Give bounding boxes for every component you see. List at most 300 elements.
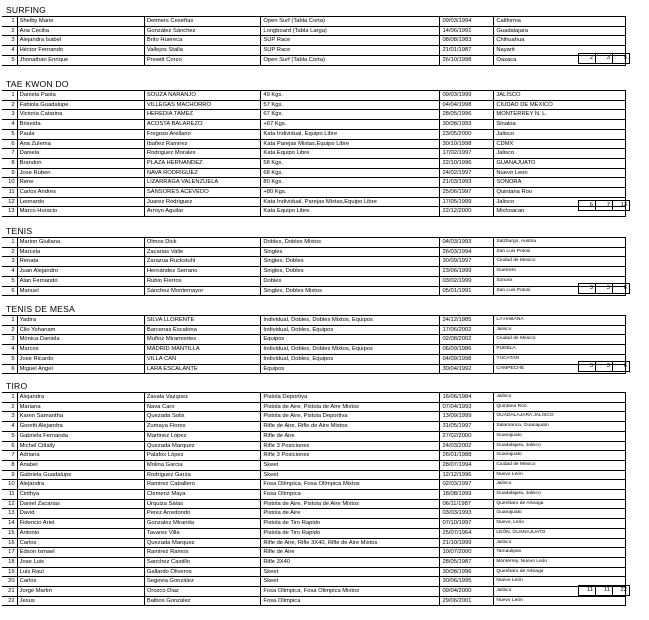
first-name-cell: Jhonathan Enrique: [17, 55, 144, 65]
last-name-cell: Tavarez Villa: [144, 528, 261, 538]
last-name-cell: Fregoso Arellano: [144, 129, 261, 139]
table-row: [2, 188, 626, 198]
event-cell: Dobles, Dobles Mixtos: [261, 238, 440, 248]
last-name-cell: Brito Huereca: [144, 36, 261, 46]
event-cell: +80 Kgs.: [261, 188, 440, 198]
table-row: [2, 451, 626, 461]
row-number-cell: 11: [2, 188, 17, 198]
event-cell: Rifle de Aire: [261, 431, 440, 441]
first-name-cell: David: [17, 509, 144, 519]
totals-row: [579, 362, 630, 372]
last-name-cell: LIZARRAGA VALENZUELA: [144, 178, 261, 188]
row-number-cell: 5: [2, 354, 17, 364]
totals-box: [578, 361, 630, 372]
birth-date-cell: 17/02/1997: [440, 149, 494, 159]
row-number-cell: 6: [2, 286, 17, 296]
birth-date-cell: 24/02/1997: [440, 168, 494, 178]
birth-date-cell: 28/07/1994: [440, 460, 494, 470]
row-number-cell: 5: [2, 431, 17, 441]
athlete-table: [2, 16, 626, 66]
table-row: [2, 276, 626, 286]
first-name-cell: Karen Samantha: [17, 412, 144, 422]
birth-date-cell: 04/03/1993: [440, 238, 494, 248]
last-name-cell: Segovia González: [144, 577, 261, 587]
origin-cell: Querétaro de Arteaga: [494, 567, 626, 577]
row-number-cell: 2: [2, 325, 17, 335]
origin-cell: Michoacan: [494, 207, 626, 217]
origin-cell: Guadalajara, Jalisco: [494, 490, 626, 500]
total-athletes: 5: [613, 53, 630, 63]
birth-date-cell: 30/08/1993: [440, 120, 494, 130]
first-name-cell: Jorge Martin: [17, 587, 144, 597]
origin-cell: Guadalajara: [494, 26, 626, 36]
birth-date-cell: 09/03/1999: [440, 91, 494, 101]
origin-cell: LA HABANA: [494, 316, 626, 326]
event-cell: Dobles: [261, 276, 440, 286]
first-name-cell: Alejandra: [17, 480, 144, 490]
last-name-cell: Gallardo Oliveros: [144, 567, 261, 577]
event-cell: Kata Equipo Libre: [261, 149, 440, 159]
row-number-cell: 4: [2, 422, 17, 432]
total-women: 2: [579, 53, 596, 63]
row-number-cell: 10: [2, 178, 17, 188]
total-athletes: 22: [613, 586, 630, 596]
origin-cell: Sinaloa: [494, 120, 626, 130]
last-name-cell: NAVA RODRIGUEZ: [144, 168, 261, 178]
origin-cell: Ciudad de México: [494, 460, 626, 470]
first-name-cell: Fabiola Guadalupe: [17, 100, 144, 110]
row-number-cell: 4: [2, 46, 17, 56]
totals-row: [579, 201, 630, 211]
event-cell: Individual, Dobles, Dobles Mixtos, Equipos: [261, 316, 440, 326]
row-number-cell: 16: [2, 538, 17, 548]
row-number-cell: 13: [2, 509, 17, 519]
table-row: [2, 441, 626, 451]
birth-date-cell: 23/05/2000: [440, 129, 494, 139]
total-women: 3: [579, 284, 596, 294]
total-athletes: 6: [613, 362, 630, 372]
row-number-cell: 5: [2, 129, 17, 139]
row-number-cell: 20: [2, 577, 17, 587]
table-row: [2, 499, 626, 509]
table-row: [2, 316, 626, 326]
first-name-cell: Carlos: [17, 577, 144, 587]
first-name-cell: Juan Alejandro: [17, 267, 144, 277]
birth-date-cell: 24/12/1985: [440, 316, 494, 326]
birth-date-cell: 04/04/1998: [440, 100, 494, 110]
total-athletes: 6: [613, 284, 630, 294]
birth-date-cell: 08/08/1983: [440, 36, 494, 46]
origin-cell: Nayarit: [494, 46, 626, 56]
section-title: SURFING: [6, 5, 47, 15]
table-row: [2, 354, 626, 364]
birth-date-cell: 16/06/1984: [440, 393, 494, 403]
table-row: [2, 46, 626, 56]
total-women: 11: [579, 586, 596, 596]
event-cell: Kata Individual, Parejas Mixtas,Equipo Libre: [261, 197, 440, 207]
origin-cell: Jalisco: [494, 480, 626, 490]
birth-date-cell: 30/08/1996: [440, 567, 494, 577]
last-name-cell: Sánchez Montemayor: [144, 286, 261, 296]
table-row: [2, 393, 626, 403]
birth-date-cell: 09/03/1994: [440, 17, 494, 27]
origin-cell: Salamanca, Guanajuato: [494, 422, 626, 432]
origin-cell: Guanajuato: [494, 451, 626, 461]
row-number-cell: 9: [2, 470, 17, 480]
totals-box: [578, 283, 630, 294]
row-number-cell: 21: [2, 587, 17, 597]
last-name-cell: Perez Arredondo: [144, 509, 261, 519]
event-cell: Individual, Dobles, Equipos: [261, 354, 440, 364]
totals-row: [579, 284, 630, 294]
table-row: [2, 335, 626, 345]
first-name-cell: Edson Ismael: [17, 548, 144, 558]
origin-cell: MONTERREY N. L.: [494, 110, 626, 120]
origin-cell: Querétaro de Arteaga: [494, 499, 626, 509]
birth-date-cell: 04/09/1998: [440, 354, 494, 364]
event-cell: Kata Parejas Mixtas,Equipo Libre: [261, 139, 440, 149]
origin-cell: Nuevo Leon: [494, 168, 626, 178]
event-cell: Open Surf (Tabla Corta): [261, 55, 440, 65]
event-cell: Pistola de Aire: [261, 509, 440, 519]
first-name-cell: Luis Raul: [17, 567, 144, 577]
first-name-cell: Miguel Angel: [17, 364, 144, 374]
birth-date-cell: 23/06/1999: [440, 267, 494, 277]
table-row: [2, 548, 626, 558]
birth-date-cell: 29/06/2001: [440, 596, 494, 606]
origin-cell: Jalisco: [494, 197, 626, 207]
birth-date-cell: 30/10/1998: [440, 139, 494, 149]
event-cell: Rifle 3 Posiciones: [261, 451, 440, 461]
row-number-cell: 6: [2, 364, 17, 374]
row-number-cell: 13: [2, 207, 17, 217]
table-row: [2, 17, 626, 27]
row-number-cell: 6: [2, 139, 17, 149]
first-name-cell: Cinthya: [17, 490, 144, 500]
first-name-cell: Ana Zulema: [17, 139, 144, 149]
origin-cell: Salzburgo, Austria: [494, 238, 626, 248]
origin-cell: JALISCO: [494, 91, 626, 101]
last-name-cell: MADRID MANTILLA: [144, 345, 261, 355]
first-name-cell: Fidencio Ariel: [17, 519, 144, 529]
table-row: [2, 345, 626, 355]
birth-date-cell: 30/04/1992: [440, 364, 494, 374]
row-number-cell: 4: [2, 345, 17, 355]
origin-cell: CDMX: [494, 139, 626, 149]
origin-cell: Chihuahua: [494, 36, 626, 46]
event-cell: +67 Kgs.: [261, 120, 440, 130]
last-name-cell: PLAZA HERNANDEZ: [144, 158, 261, 168]
row-number-cell: 8: [2, 158, 17, 168]
table-row: [2, 528, 626, 538]
first-name-cell: Yadira: [17, 316, 144, 326]
table-row: [2, 490, 626, 500]
row-number-cell: 6: [2, 441, 17, 451]
origin-cell: CIUDAD DE MEXICO: [494, 100, 626, 110]
event-cell: Singles, Dobles: [261, 267, 440, 277]
row-number-cell: 14: [2, 519, 17, 529]
table-row: [2, 509, 626, 519]
table-row: [2, 325, 626, 335]
event-cell: Rifle 3X40: [261, 557, 440, 567]
birth-date-cell: 05/01/1991: [440, 286, 494, 296]
birth-date-cell: 22/10/1996: [440, 158, 494, 168]
first-name-cell: Ana Cecilia: [17, 26, 144, 36]
event-cell: Fosa Olímpica, Fosa Olímpica Mixtos: [261, 480, 440, 490]
section-title: TAE KWON DO: [6, 79, 69, 89]
last-name-cell: VILLA CAN: [144, 354, 261, 364]
event-cell: Pistola de Aire, Pistola de Aire Mixtos: [261, 402, 440, 412]
origin-cell: Jalisco: [494, 538, 626, 548]
birth-date-cell: 28/05/1987: [440, 557, 494, 567]
first-name-cell: Daniel Zacarias: [17, 499, 144, 509]
birth-date-cell: 26/10/1998: [440, 55, 494, 65]
event-cell: Singles: [261, 247, 440, 257]
origin-cell: Guerrero: [494, 267, 626, 277]
birth-date-cell: 07/10/1997: [440, 519, 494, 529]
birth-date-cell: 25/06/1997: [440, 188, 494, 198]
event-cell: Singles, Dobles Mixtos: [261, 286, 440, 296]
last-name-cell: Vallejos Stalla: [144, 46, 261, 56]
last-name-cell: Nava Caro: [144, 402, 261, 412]
event-cell: Skeet: [261, 460, 440, 470]
birth-date-cell: 26/01/1988: [440, 451, 494, 461]
origin-cell: Quintana Roo: [494, 402, 626, 412]
row-number-cell: 1: [2, 91, 17, 101]
first-name-cell: Renata: [17, 257, 144, 267]
row-number-cell: 5: [2, 276, 17, 286]
last-name-cell: Olmos Dick: [144, 238, 261, 248]
birth-date-cell: 22/12/2000: [440, 207, 494, 217]
totals-row: [579, 53, 630, 63]
origin-cell: GUANAJUATO: [494, 158, 626, 168]
first-name-cell: Paula: [17, 129, 144, 139]
table-row: [2, 55, 626, 65]
origin-cell: Guanajuato: [494, 509, 626, 519]
table-row: [2, 26, 626, 36]
table-row: [2, 567, 626, 577]
first-name-cell: Carlos: [17, 538, 144, 548]
table-row: [2, 577, 626, 587]
first-name-cell: Mónica Daniela: [17, 335, 144, 345]
event-cell: Singles, Dobles: [261, 257, 440, 267]
first-name-cell: Clio Yohanam: [17, 325, 144, 335]
last-name-cell: Detmers Ceseñas: [144, 17, 261, 27]
total-men: 7: [596, 201, 613, 211]
table-row: [2, 519, 626, 529]
row-number-cell: 2: [2, 26, 17, 36]
origin-cell: Ciudad de Mexico: [494, 257, 626, 267]
row-number-cell: 2: [2, 402, 17, 412]
table-row: [2, 158, 626, 168]
last-name-cell: SOUZA NARANJO: [144, 91, 261, 101]
first-name-cell: Jose Luis: [17, 557, 144, 567]
table-row: [2, 412, 626, 422]
table-row: [2, 149, 626, 159]
table-row: [2, 110, 626, 120]
origin-cell: California: [494, 17, 626, 27]
birth-date-cell: 13/09/1999: [440, 412, 494, 422]
last-name-cell: Quezada Solis: [144, 412, 261, 422]
event-cell: 68 Kgs.: [261, 168, 440, 178]
event-cell: Fosa Olimpica: [261, 596, 440, 606]
event-cell: Longboard (Tabla Larga): [261, 26, 440, 36]
event-cell: Rifle de Aire: [261, 548, 440, 558]
origin-cell: YUCATAN: [494, 354, 626, 364]
first-name-cell: Carlos Andres: [17, 188, 144, 198]
first-name-cell: Rene: [17, 178, 144, 188]
table-row: [2, 178, 626, 188]
table-row: [2, 596, 626, 606]
birth-date-cell: 18/08/1999: [440, 490, 494, 500]
origin-cell: Jalisco: [494, 587, 626, 597]
first-name-cell: Alan Fernando: [17, 276, 144, 286]
table-row: [2, 286, 626, 296]
row-number-cell: 22: [2, 596, 17, 606]
row-number-cell: 3: [2, 110, 17, 120]
row-number-cell: 7: [2, 451, 17, 461]
row-number-cell: 9: [2, 168, 17, 178]
origin-cell: Nuevo León: [494, 596, 626, 606]
row-number-cell: 12: [2, 499, 17, 509]
origin-cell: San Luis Potosí: [494, 286, 626, 296]
event-cell: 58 Kgs.: [261, 158, 440, 168]
athlete-table: [2, 237, 626, 296]
last-name-cell: Quezada Marquez: [144, 441, 261, 451]
origin-cell: GUADALAJARA JALISCO: [494, 412, 626, 422]
table-row: [2, 197, 626, 207]
birth-date-cell: 30/06/1995: [440, 577, 494, 587]
row-number-cell: 19: [2, 567, 17, 577]
last-name-cell: Orozco Diaz: [144, 587, 261, 597]
event-cell: SUP Race: [261, 36, 440, 46]
last-name-cell: Zumaya Flores: [144, 422, 261, 432]
birth-date-cell: 06/09/1986: [440, 345, 494, 355]
birth-date-cell: 21/10/1999: [440, 538, 494, 548]
event-cell: Individual, Dobles, Dobles Mixtos, Equipos: [261, 345, 440, 355]
event-cell: Skeet: [261, 577, 440, 587]
birth-date-cell: 27/02/2000: [440, 431, 494, 441]
first-name-cell: Leonardo: [17, 197, 144, 207]
last-name-cell: Molina Garcia: [144, 460, 261, 470]
event-cell: Pistola de Aire, Pistola Deportiva: [261, 412, 440, 422]
table-row: [2, 460, 626, 470]
row-number-cell: 3: [2, 257, 17, 267]
origin-cell: Ciudad de México: [494, 335, 626, 345]
last-name-cell: Sanchez Castillo: [144, 557, 261, 567]
event-cell: Pistola Deportiva: [261, 393, 440, 403]
totals-row: [579, 586, 630, 596]
birth-date-cell: 25/07/1964: [440, 528, 494, 538]
first-name-cell: Brandon: [17, 158, 144, 168]
origin-cell: Nuevo, León: [494, 519, 626, 529]
row-number-cell: 18: [2, 557, 17, 567]
row-number-cell: 1: [2, 238, 17, 248]
table-row: [2, 100, 626, 110]
first-name-cell: Gabriela Guadalupe: [17, 470, 144, 480]
row-number-cell: 3: [2, 36, 17, 46]
origin-cell: Oaxaca: [494, 55, 626, 65]
event-cell: Skeet: [261, 470, 440, 480]
event-cell: Kata Individual, Equipo Libre: [261, 129, 440, 139]
first-name-cell: Jose Ruben: [17, 168, 144, 178]
athlete-table: [2, 392, 626, 606]
last-name-cell: HEREDIA TAMEZ: [144, 110, 261, 120]
birth-date-cell: 30/09/1997: [440, 257, 494, 267]
first-name-cell: Marion Giuliana: [17, 238, 144, 248]
total-women: 3: [579, 362, 596, 372]
birth-date-cell: 28/05/1996: [440, 110, 494, 120]
section-title: TENIS: [6, 226, 33, 236]
event-cell: Rifle de Aire, Rifle 3X40, Rifle de Aire Mixtos: [261, 538, 440, 548]
event-cell: Equipos: [261, 335, 440, 345]
total-men: 3: [596, 362, 613, 372]
last-name-cell: SANSORES ACEVEDO: [144, 188, 261, 198]
birth-date-cell: 06/11/1987: [440, 499, 494, 509]
last-name-cell: Ibañez Ramirez: [144, 139, 261, 149]
row-number-cell: 11: [2, 490, 17, 500]
last-name-cell: Rubio Fierros: [144, 276, 261, 286]
first-name-cell: Victoria Catarina: [17, 110, 144, 120]
row-number-cell: 1: [2, 316, 17, 326]
first-name-cell: Michel Citlally: [17, 441, 144, 451]
last-name-cell: Juarez Rodriguez: [144, 197, 261, 207]
last-name-cell: Prewitt Corzo: [144, 55, 261, 65]
origin-cell: LEÓN, GUANAJUATO: [494, 528, 626, 538]
total-women: 6: [579, 201, 596, 211]
last-name-cell: Ramirez Caballero: [144, 480, 261, 490]
table-row: [2, 129, 626, 139]
total-men: 3: [596, 284, 613, 294]
origin-cell: Guadalajara, Jalisco: [494, 441, 626, 451]
athlete-table: [2, 315, 626, 374]
first-name-cell: Héctor Fernando: [17, 46, 144, 56]
first-name-cell: Mariana: [17, 402, 144, 412]
origin-cell: Jalisco: [494, 325, 626, 335]
last-name-cell: Urquiza Salas: [144, 499, 261, 509]
last-name-cell: Clemenz Maya: [144, 490, 261, 500]
first-name-cell: Marcos: [17, 345, 144, 355]
table-row: [2, 120, 626, 130]
event-cell: 49 Kgs.: [261, 91, 440, 101]
birth-date-cell: 26/03/1994: [440, 247, 494, 257]
last-name-cell: Ramirez Ramos: [144, 548, 261, 558]
event-cell: Open Surf (Tabla Corta): [261, 17, 440, 27]
origin-cell: SONORA: [494, 178, 626, 188]
last-name-cell: VILLEGAS MACHORRO: [144, 100, 261, 110]
first-name-cell: Briseida: [17, 120, 144, 130]
first-name-cell: Alejandra: [17, 393, 144, 403]
row-number-cell: 12: [2, 197, 17, 207]
origin-cell: Jalisco: [494, 129, 626, 139]
first-name-cell: Marcela: [17, 247, 144, 257]
event-cell: Kata Equipo Libre: [261, 207, 440, 217]
first-name-cell: Goretti Alejandra: [17, 422, 144, 432]
birth-date-cell: 10/07/2000: [440, 548, 494, 558]
last-name-cell: Muñoz Miramontes: [144, 335, 261, 345]
first-name-cell: Alejandra Isabel: [17, 36, 144, 46]
table-row: [2, 538, 626, 548]
last-name-cell: Zarazua Ruckstuhl: [144, 257, 261, 267]
row-number-cell: 1: [2, 17, 17, 27]
row-number-cell: 1: [2, 393, 17, 403]
last-name-cell: Rodriguez Morales: [144, 149, 261, 159]
row-number-cell: 17: [2, 548, 17, 558]
birth-date-cell: 17/06/2002: [440, 325, 494, 335]
row-number-cell: 10: [2, 480, 17, 490]
table-row: [2, 257, 626, 267]
last-name-cell: Hernández Serrano: [144, 267, 261, 277]
